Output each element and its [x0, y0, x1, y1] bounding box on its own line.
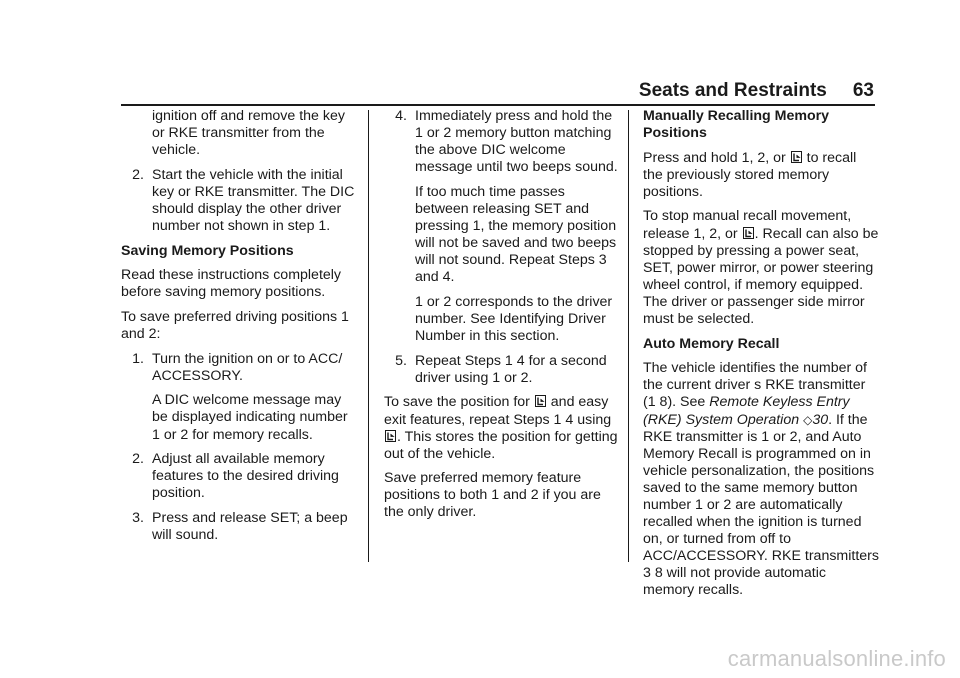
- step-1-ignition: [121, 351, 355, 385]
- exit-memory-icon: [743, 227, 754, 239]
- step-number: 2.: [132, 451, 144, 468]
- page-ref-arrow-icon: ◇: [803, 412, 813, 427]
- step-number: 3.: [132, 509, 144, 526]
- step-number: 4.: [395, 108, 407, 124]
- rke-reference-link[interactable]: Remote Keyless Entry (RKE) System Operation: [643, 394, 850, 428]
- page-number: 63: [852, 80, 874, 101]
- column-divider-2: [628, 110, 629, 562]
- page-header: [0, 80, 874, 102]
- step-text: Repeat Steps 1 4 for a second driver using 1 or 2.: [415, 352, 607, 386]
- text-run: Press and hold 1, 2, or: [643, 149, 790, 166]
- saving-intro: Read these instructions completely before saving memory positions.: [121, 267, 342, 301]
- rke-reference-page[interactable]: 30: [812, 411, 829, 428]
- text-run: To save the position for: [384, 394, 534, 411]
- text-run: . If the RKE transmitter is 1 or 2, and Auto Memory Recall is programmed on in vehicle personalization, the positions saved to the same memory button number 1 or 2 are automatically recalled when the ignition is turned on, or turned from off to ACC/ACCESSORY. RKE transmitters 3 8 will not provide automatic memory recalls.: [643, 411, 879, 599]
- step-number: 1.: [132, 350, 144, 367]
- step-5-repeat: [384, 353, 618, 387]
- text-run: . This stores the position for getting out of the vehicle.: [384, 428, 618, 462]
- exit-memory-icon: [791, 151, 802, 163]
- step-2-identify: [121, 167, 355, 235]
- step-text: Immediately press and hold the 1 or 2 memory button matching the above DIC welcome message until two beeps sound.: [415, 108, 618, 176]
- save-both-paragraph: Save preferred memory feature positions to both 1 and 2 if you are the only driver.: [384, 470, 601, 521]
- step-4-note-2: 1 or 2 corresponds to the driver number. See Identifying Driver Number in this section.: [415, 293, 613, 345]
- column-divider-1: [368, 110, 369, 562]
- stop-recall-paragraph: [643, 208, 879, 328]
- header-rule: [121, 104, 875, 106]
- column-1: [121, 108, 355, 552]
- exit-memory-icon: [535, 395, 546, 407]
- step-2-adjust: [121, 451, 355, 502]
- step-text: Press and release SET; a beep will sound.: [152, 509, 348, 543]
- text-run: to recall the previously stored memory positions.: [643, 149, 857, 200]
- step-4-note-1: If too much time passes between releasing SET and pressing 1, the memory position will not be saved and two beeps will not sound. Repeat Steps 3 and 4.: [415, 183, 617, 286]
- text-run: To stop manual recall movement, release 1, 2, or: [643, 208, 852, 242]
- watermark: carmanualsonline.info: [727, 646, 946, 671]
- exit-memory-icon: [385, 430, 396, 442]
- auto-recall-paragraph: [643, 360, 879, 599]
- saving-memory-heading: Saving Memory Positions: [121, 242, 294, 259]
- easy-exit-paragraph: [384, 394, 618, 462]
- step-number: 5.: [395, 352, 407, 369]
- text-run: The vehicle identifies the number of the current driver s RKE transmitter (1 8). See: [643, 360, 867, 411]
- step-text: Start the vehicle with the initial key or RKE transmitter. The DIC should display the other driver number not shown in step 1.: [152, 166, 355, 235]
- manual-recall-paragraph: [643, 150, 879, 201]
- manual-recall-heading: Manually Recalling Memory Positions: [643, 108, 830, 142]
- text-run: . Recall can also be stopped by pressing a power seat, SET, power mirror, or power steering wheel control, if memory equipped. The driver or passenger side mirror must be selected.: [643, 225, 879, 328]
- auto-recall-heading: Auto Memory Recall: [643, 335, 780, 352]
- section-title: Seats and Restraints: [638, 80, 827, 101]
- step-3-set: [121, 510, 355, 544]
- step-text: Turn the ignition on or to ACC/ ACCESSORY.: [152, 350, 343, 384]
- step-number: 2.: [132, 166, 144, 183]
- column-2: [384, 108, 618, 529]
- step-text: Adjust all available memory features to the desired driving position.: [152, 451, 339, 502]
- saving-intro-2: To save preferred driving positions 1 and 2:: [121, 308, 349, 343]
- step-4-press-hold: [384, 108, 618, 176]
- continued-step-text: ignition off and remove the key or RKE transmitter from the vehicle.: [152, 108, 345, 159]
- text-run: and easy exit features, repeat Steps 1 4 using: [384, 394, 612, 428]
- step-1-note: A DIC welcome message may be displayed indicating number 1 or 2 for memory recalls.: [152, 392, 348, 443]
- column-3: [643, 108, 879, 607]
